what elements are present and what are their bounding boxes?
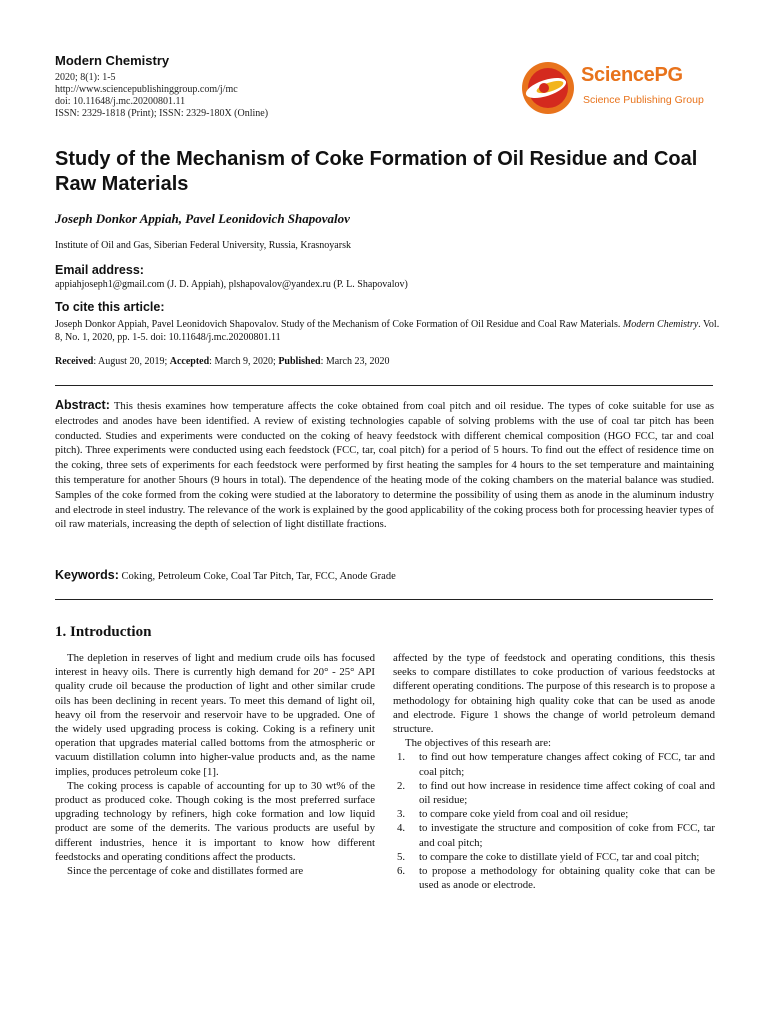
journal-name: Modern Chemistry [55,53,170,68]
accepted-label: Accepted [169,356,210,367]
divider-bottom [55,599,713,600]
objective-text: to investigate the structure and composition of coke from FCC, tar and coal pitch; [419,822,715,849]
objective-text: to propose a methodology for obtaining quality coke that can be used as anode or electrode. [419,865,715,892]
objective-text: to compare coke yield from coal and oil residue; [419,808,629,821]
objective-item [397,864,715,892]
abstract-label: Abstract: [55,398,110,412]
objective-number: 4. [397,822,406,835]
section-heading-introduction: 1. Introduction [55,624,152,640]
objective-number: 3. [397,808,406,821]
objective-item [397,850,715,864]
accepted-date: : March 9, 2020; [209,356,279,367]
meta-url[interactable]: http://www.sciencepublishinggroup.com/j/mc [55,84,238,95]
meta-issn: ISSN: 2329-1818 (Print); ISSN: 2329-180X (Online) [55,108,269,119]
objective-number: 2. [397,779,406,792]
keywords [55,568,396,582]
objective-item [397,821,715,849]
email-addresses[interactable]: appiahjoseph1@gmail.com (J. D. Appiah), plshapovalov@yandex.ru (P. L. Shapovalov) [55,279,408,290]
abstract [55,398,714,532]
intro-paragraph: The coking process is capable of accounting for up to 30 wt% of the product as produced coke. Though coking is the most preferred surface upgrading technology by refiners, high coke formation and low liquid product are some of the demerits. The various products are useful by different industries, hence it is important to know how different feedstocks and operating conditions affect the products. [55,779,375,863]
meta-volume: 2020; 8(1): 1-5 [55,72,116,83]
meta-doi[interactable]: doi: 10.11648/j.mc.20200801.11 [55,96,186,107]
keywords-text: Coking, Petroleum Coke, Coal Tar Pitch, Tar, FCC, Anode Grade [121,571,396,582]
objectives-list [393,750,715,892]
affiliation: Institute of Oil and Gas, Siberian Federal University, Russia, Krasnoyarsk [55,240,351,251]
citation-tail: . Vol. 8, No. 1, 2020, pp. 1-5. doi: 10.11648/j.mc.20200801.11 [55,319,720,343]
received-label: Received [55,356,94,367]
abstract-text: This thesis examines how temperature affects the coke obtained from coal pitch and oil residue. The types of coke suitable for use as electrodes and anodes have been identified. A review of existing technologies capable of solving problems with the use of coal tar pitch has been conducted. Studies and experiments were conducted on the coking of heavy feedstock with different chemical composition (HGO FCC, tar and coal pitch). Three experiments were conducted using each feedstock (FCC, tar, coal pitch) for a period of 5 hours. To find out the effect of residence time on the coking, three sets of experiments for each feedstock were performed by first heating the samples for 4 hours to the set temperature and maintaining this temperature for another 5hours (9 hours in total). The dependence of the heating mode of the coking chambers on the material balance was studied. Samples of the coke formed from the coking were studied at the laboratory to determine the possibility of using them as anode in the aluminum industry and electrode in steel industry. The relevance of the work is explained by the good applicability of the coking process both for processing heavier types of oil raw materials, increasing the depth of selection of light distillate fractions. [55,400,714,531]
objective-number: 5. [397,850,406,863]
objectives-label: The objectives of this researh are: [405,737,551,750]
objective-text: to compare the coke to distillate yield of FCC, tar and coal pitch; [419,850,700,863]
objective-number: 1. [397,751,406,764]
keywords-label: Keywords: [55,568,119,582]
citation [55,318,720,344]
published-label: Published [278,356,321,367]
intro-right-column [393,651,715,892]
article-title: Study of the Mechanism of Coke Formation of Oil Residue and Coal Raw Materials [55,148,698,195]
received-date: : August 20, 2019; [93,356,170,367]
journal-meta [55,72,475,120]
divider-top [55,385,713,386]
intro-left-column [55,651,375,878]
objective-number: 6. [397,865,406,878]
intro-paragraph: The depletion in reserves of light and medium crude oils has focused interest in heavy oils. There is currently high demand for 20° - 25° API quality crude oil because the production of light and other similar crude oils has been declining in recent years. To meet this demand of light oil, heavy oil from the reservoir and reservoir have to be upgraded. One of the widely used upgrading process is coking. Coking is a refinery unit operation that upgrades material called bottoms from the atmospheric or vacuum distillation column into higher-value products and, as the name implies, produces petroleum coke [1]. [55,652,375,778]
citation-lead: Joseph Donkor Appiah, Pavel Leonidovich Shapovalov. Study of the Mechanism of Coke Formation of Oil Residue and Coal Raw Materials. [55,319,621,330]
logo-subtitle: Science Publishing Group [583,94,704,106]
objective-text: to find out how temperature changes affect coking of FCC, tar and coal pitch; [419,751,715,778]
article-dates [55,356,389,367]
cite-heading: To cite this article: [55,300,165,314]
published-date: : March 23, 2020 [320,356,390,367]
citation-journal: Modern Chemistry [622,319,699,330]
objective-item [397,807,715,821]
objective-item [397,779,715,807]
objective-item [397,750,715,778]
intro-paragraph: Since the percentage of coke and distillates formed are [67,865,304,878]
objective-text: to find out how increase in residence time affect coking of coal and oil residue; [419,779,715,807]
email-heading: Email address: [55,263,144,277]
logo-name: SciencePG [581,64,683,86]
intro-paragraph: affected by the type of feedstock and operating conditions, this thesis seeks to compare distillates to coke production of various feedstocks at different operating conditions. The purpose of this research is to propose a methodology for obtaining high quality coke that can be used as anode and electrode. Figure 1 shows the change of world petroleum demand structure. [393,652,715,736]
authors: Joseph Donkor Appiah, Pavel Leonidovich Shapovalov [55,211,350,226]
